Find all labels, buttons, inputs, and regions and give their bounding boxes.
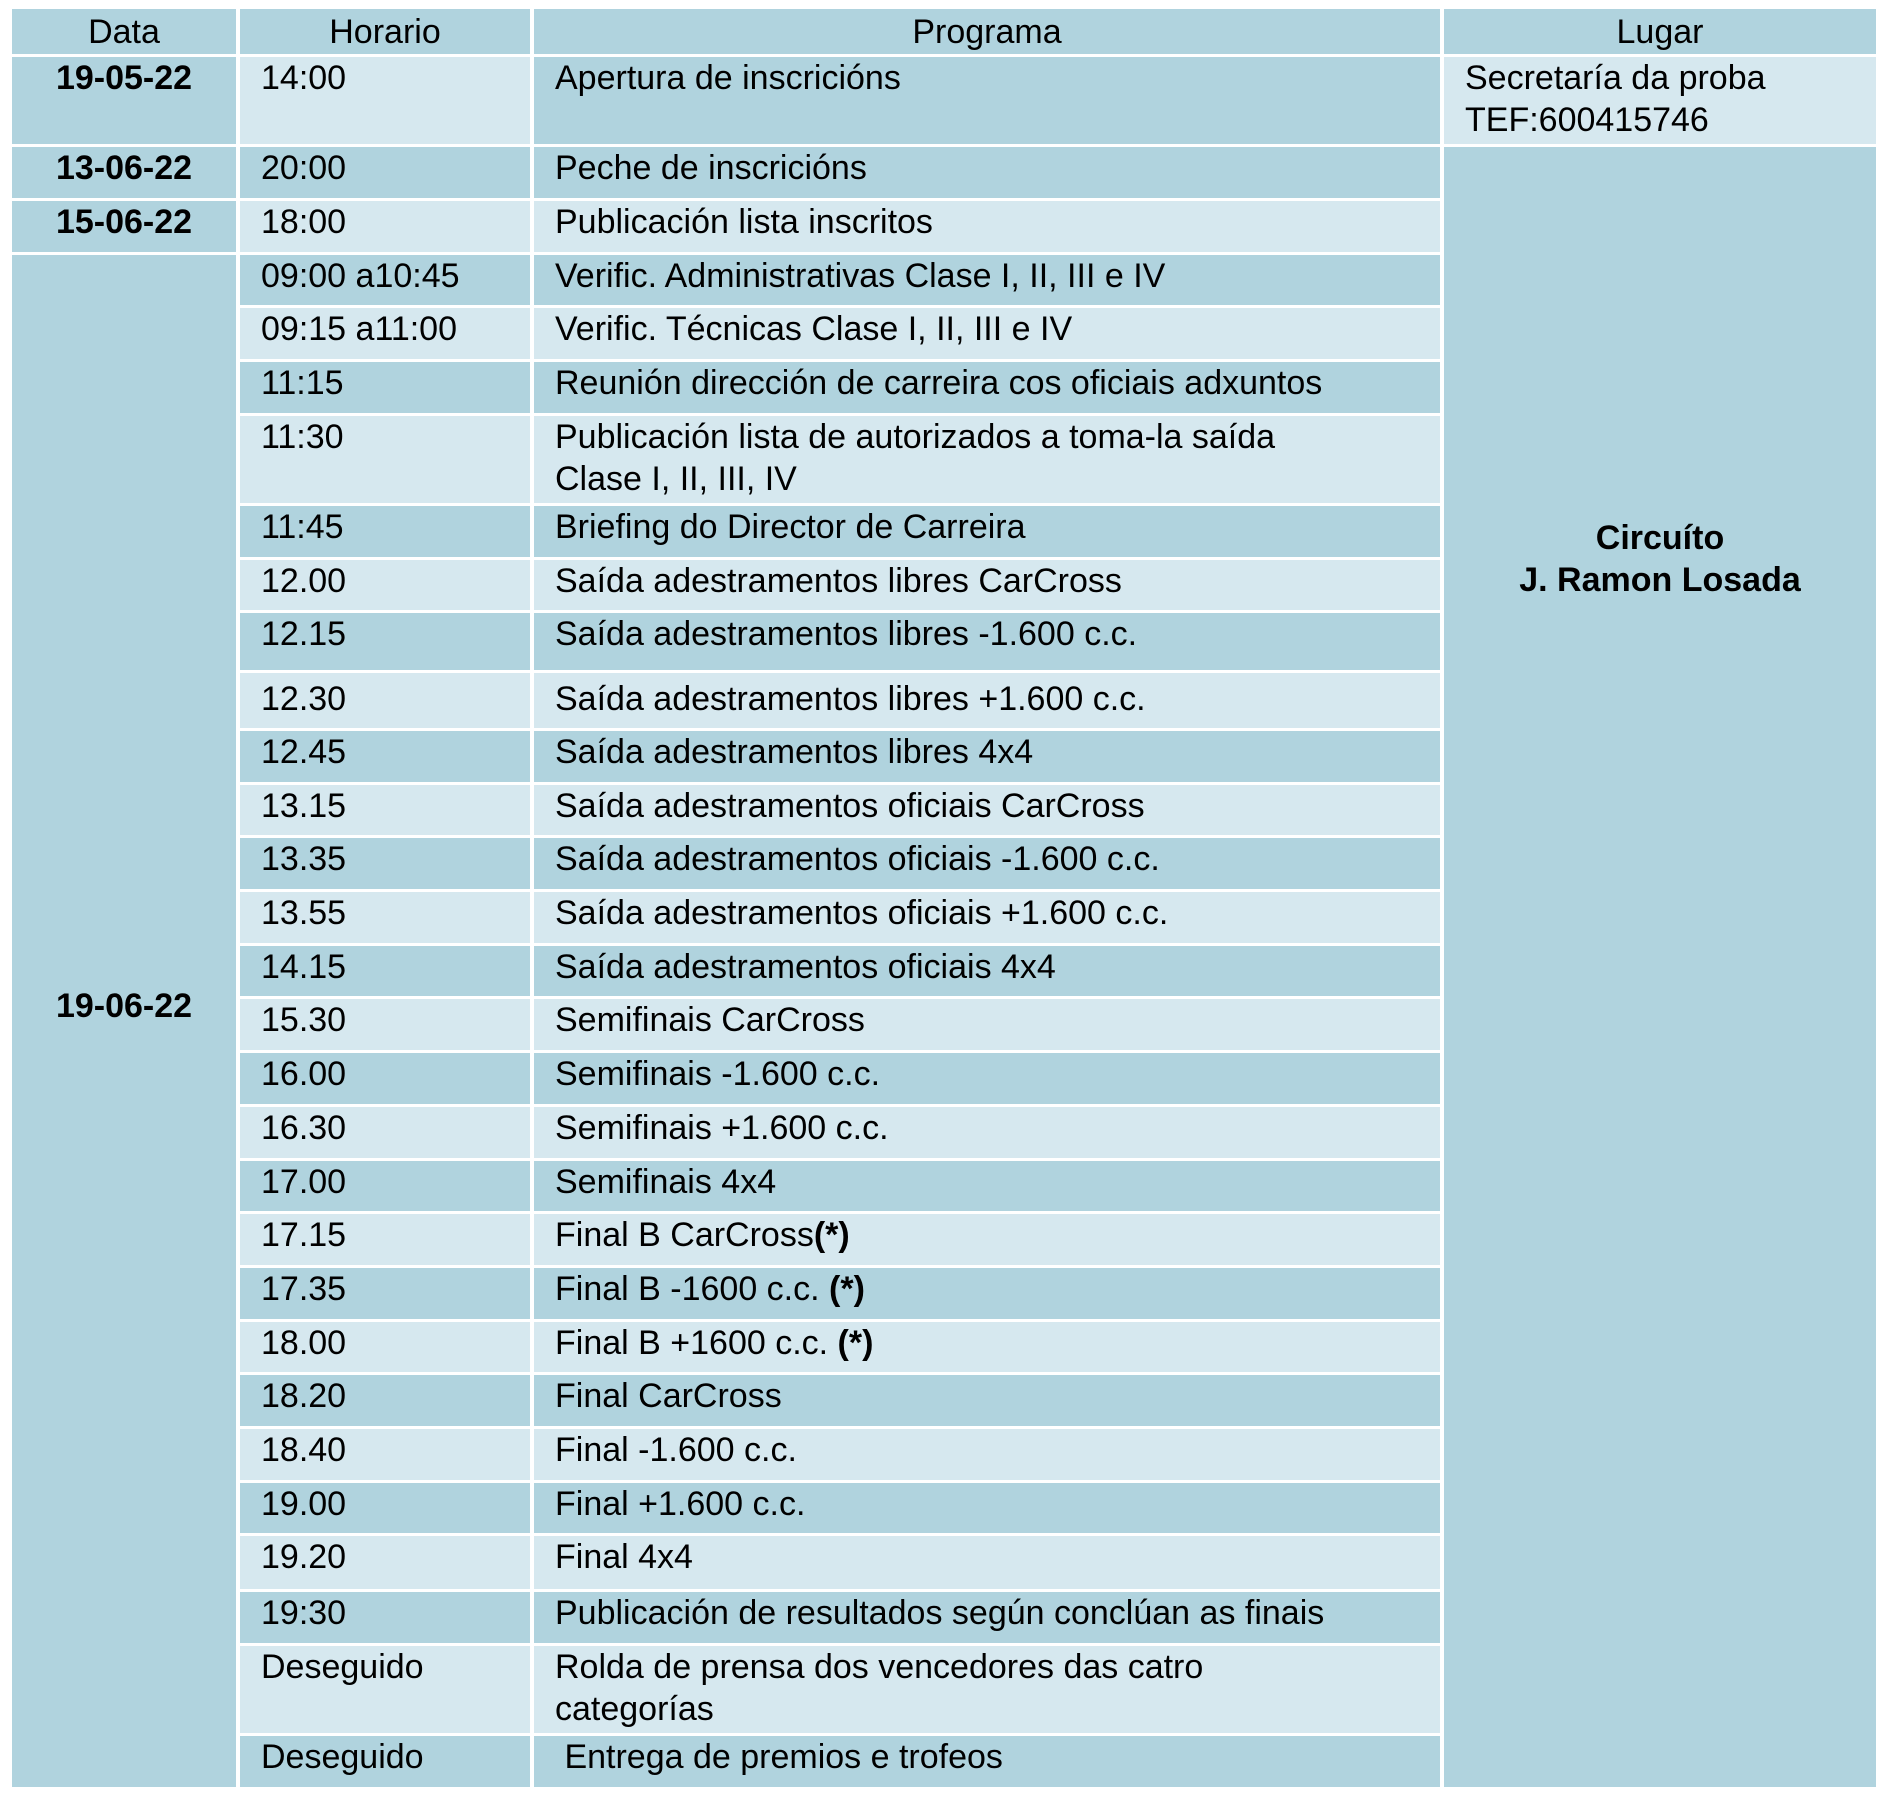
date-cell: 13-06-22 [12,147,236,198]
place-cell [1444,57,1876,144]
time-cell: Deseguido [240,1736,530,1787]
program-line: Clase I, II, III, IV [555,459,797,498]
program-line: Rolda de prensa dos vencedores das catro [555,1647,1204,1686]
header-horario: Horario [240,9,530,54]
time-cell: 18.40 [240,1429,530,1480]
footnote-mark: (*) [837,1323,874,1362]
header-programa: Programa [534,9,1440,54]
time-cell: 16.30 [240,1107,530,1158]
time-cell: 11:30 [240,416,530,503]
program-cell [534,416,1440,503]
time-cell: 13.55 [240,892,530,943]
table-row [12,57,1876,144]
program-cell: Semifinais +1.600 c.c. [534,1107,1440,1158]
program-cell: Verific. Técnicas Clase I, II, III e IV [534,308,1440,359]
time-cell: 11:15 [240,362,530,413]
table-header [12,9,1876,54]
time-cell: 14:00 [240,57,530,144]
schedule-table [8,6,1880,1790]
program-cell: Final +1.600 c.c. [534,1483,1440,1534]
time-cell: 19:30 [240,1592,530,1643]
time-cell: 18.20 [240,1375,530,1426]
venue-line2: J. Ramon Losada [1519,561,1801,600]
place-name: Secretaría da proba [1465,59,1766,97]
time-cell: 17.35 [240,1268,530,1319]
time-cell: 17.00 [240,1161,530,1212]
time-cell: 13.15 [240,785,530,836]
program-cell: Final -1.600 c.c. [534,1429,1440,1480]
time-cell: 12.30 [240,673,530,728]
table-row [12,147,1876,198]
time-cell: 14.15 [240,946,530,997]
program-cell: Entrega de premios e trofeos [534,1736,1440,1787]
program-line: categorías [555,1689,714,1728]
venue-cell [1444,147,1876,1787]
time-cell: Deseguido [240,1646,530,1733]
program-cell: Reunión dirección de carreira cos oficiais adxuntos [534,362,1440,413]
time-cell: 18:00 [240,201,530,252]
time-cell: 12.45 [240,731,530,782]
program-cell: Final CarCross [534,1375,1440,1426]
venue-line1: Circuíto [1595,519,1725,558]
date-cell: 19-05-22 [12,57,236,144]
time-cell: 09:15 a11:00 [240,308,530,359]
footnote-mark: (*) [829,1269,865,1308]
time-cell: 20:00 [240,147,530,198]
program-cell: Publicación de resultados según conclúan as finais [534,1592,1440,1643]
header-lugar: Lugar [1444,9,1876,54]
date-cell: 15-06-22 [12,201,236,252]
place-phone: TEF:600415746 [1465,101,1709,139]
program-cell: Verific. Administrativas Clase I, II, III e IV [534,255,1440,306]
time-cell: 15.30 [240,999,530,1050]
time-cell: 18.00 [240,1322,530,1373]
program-cell: Semifinais CarCross [534,999,1440,1050]
program-cell: Saída adestramentos libres CarCross [534,560,1440,611]
program-cell [534,1268,1440,1319]
program-cell [534,1214,1440,1265]
time-cell: 17.15 [240,1214,530,1265]
program-cell: Saída adestramentos oficiais CarCross [534,785,1440,836]
time-cell: 11:45 [240,506,530,557]
footnote-mark: (*) [813,1216,850,1255]
program-cell: Saída adestramentos libres +1.600 c.c. [534,673,1440,728]
program-cell: Saída adestramentos oficiais 4x4 [534,946,1440,997]
program-cell: Final 4x4 [534,1536,1440,1589]
program-cell [534,1646,1440,1733]
time-cell: 19.20 [240,1536,530,1589]
program-cell: Semifinais 4x4 [534,1161,1440,1212]
program-cell: Peche de inscricións [534,147,1440,198]
time-cell: 12.15 [240,613,530,670]
program-cell: Apertura de inscricións [534,57,1440,144]
program-cell: Saída adestramentos oficiais +1.600 c.c. [534,892,1440,943]
program-cell: Saída adestramentos libres 4x4 [534,731,1440,782]
date-cell: 19-06-22 [12,255,236,1787]
program-line: Publicación lista de autorizados a toma-la saída [555,417,1276,456]
program-cell: Briefing do Director de Carreira [534,506,1440,557]
program-cell: Saída adestramentos libres -1.600 c.c. [534,613,1440,670]
time-cell: 12.00 [240,560,530,611]
time-cell: 13.35 [240,838,530,889]
program-text: Final B +1600 c.c. [555,1323,838,1362]
header-data: Data [12,9,236,54]
program-cell [534,1322,1440,1373]
program-text: Final B -1600 c.c. [555,1269,830,1308]
program-cell: Saída adestramentos oficiais -1.600 c.c. [534,838,1440,889]
time-cell: 19.00 [240,1483,530,1534]
program-text: Final B CarCross [555,1216,814,1255]
time-cell: 09:00 a10:45 [240,255,530,306]
program-cell: Publicación lista inscritos [534,201,1440,252]
time-cell: 16.00 [240,1053,530,1104]
program-cell: Semifinais -1.600 c.c. [534,1053,1440,1104]
